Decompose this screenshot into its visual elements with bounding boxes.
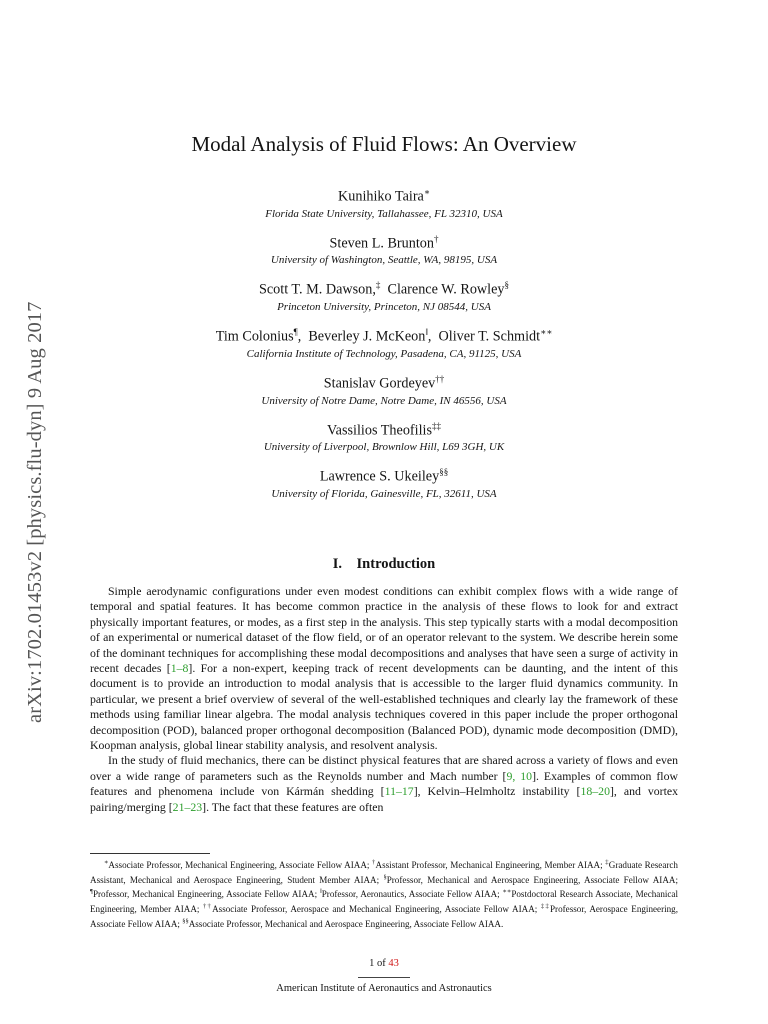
author-names: [90, 416, 678, 441]
author-list: [90, 182, 678, 509]
footnote-mark: ∗: [104, 859, 109, 866]
footnote-entry: Graduate Research Assistant, Mechanical and Aerospace Engineering, Student Member AIAA;: [90, 860, 678, 885]
author-group: [90, 322, 678, 362]
author-name: Scott T. M. Dawson,: [258, 282, 376, 299]
page-number-rule: [358, 977, 410, 978]
author-mark: §§: [439, 467, 449, 478]
page-of-label: of: [377, 958, 386, 969]
author-name: Clarence W. Rowley: [387, 282, 505, 299]
footnotes: [90, 857, 678, 930]
footnote-mark: †: [371, 859, 376, 866]
arxiv-identifier: arXiv:1702.01453v2 [physics.flu-dyn] 9 Aug 2017: [24, 301, 46, 723]
footnote-rule: [90, 853, 210, 854]
footnote-entry: Associate Professor, Aerospace and Mechanical Engineering, Associate Fellow AIAA;: [212, 903, 541, 914]
author-mark: §: [504, 280, 510, 291]
author-names: [90, 369, 678, 394]
citation-link[interactable]: 9, 10: [506, 768, 533, 783]
page-footer: American Institute of Aeronautics and Astronautics: [276, 983, 492, 994]
text-run: Simple aerodynamic configurations under even modest conditions can exhibit complex flows with a wide range of temporal and spatial features. It has become common practice in the analysis of these flows to look for and extract physically important features, or modes, as a first step in the analysis. This step typically starts with a modal decomposition of an experimental or numerical dataset of the flow field, or of an operator relevant to the system. We describe herein some of the dominant techniques for accomplishing these modal decompositions and analyses that have seen a surge of activity in recent decades [: [90, 584, 678, 676]
author-mark: ∗: [423, 187, 430, 197]
author-group: [90, 462, 678, 502]
author-name: Lawrence S. Ukeiley: [319, 469, 440, 486]
author-affiliation: University of Washington, Seattle, WA, 98195, USA: [270, 254, 498, 267]
footnote-entry: Associate Professor, Mechanical Engineering, Associate Fellow AIAA;: [108, 860, 372, 871]
footnote-mark: ‖: [319, 888, 322, 896]
footnote-entry: Postdoctoral Research Associate, Mechanical Engineering, Member AIAA;: [90, 889, 678, 914]
text-run: ], Kelvin–Helmholtz instability [: [413, 784, 581, 799]
text-run: ]. For a non-expert, keeping track of recent developments can be daunting, and the intent of this document is to provide an introduction to modal analysis that is accessible to the larger fluid dynamics community. In particular, we present a brief overview of several of the well-established techniques and clearly lay the framework of these methods using familiar linear algebra. The modal analysis techniques covered in this paper include the proper orthogonal decomposition (POD), balanced proper orthogonal decomposition (Balanced POD), dynamic mode decomposition (DMD), Koopman analysis, global linear stability analysis, and resolvent analysis.: [90, 661, 678, 753]
author-group: [90, 275, 678, 315]
author-affiliation: University of Florida, Gainesville, FL, 32611, USA: [271, 488, 497, 501]
author-names: [90, 462, 678, 487]
footnote-entry: Professor, Aerospace Engineering, Associate Fellow AIAA;: [90, 903, 678, 929]
footnote-entry: Professor, Mechanical Engineering, Associate Fellow AIAA;: [92, 889, 320, 900]
footnote-entry: Professor, Aeronautics, Associate Fellow AIAA;: [321, 889, 503, 900]
author-mark: ‖: [425, 327, 428, 338]
footnote-entry: Assistant Professor, Mechanical Engineering, Member AIAA;: [375, 860, 606, 871]
footnote-mark: §: [383, 873, 387, 881]
author-affiliation: Florida State University, Tallahassee, FL 32310, USA: [265, 207, 503, 220]
paragraph: [90, 584, 678, 753]
text-run: ], and vortex pairing/merging [: [90, 784, 678, 814]
author-group: [90, 182, 678, 222]
author-name: , Beverley J. McKeon: [297, 328, 426, 345]
body-text: [90, 584, 678, 815]
author-affiliation: University of Notre Dame, Notre Dame, IN 46556, USA: [261, 394, 507, 407]
section-heading: [90, 554, 678, 574]
author-group: [90, 229, 678, 269]
text-run: ]. Examples of common flow features and phenomena include von Kármán shedding [: [90, 768, 678, 799]
author-name: Vassilios Theofilis: [327, 422, 432, 439]
author-names: [90, 275, 678, 300]
page-total-link[interactable]: 43: [388, 958, 399, 969]
citation-link[interactable]: 18–20: [580, 784, 610, 799]
section-number: I.: [332, 556, 343, 572]
text-run: ]. The fact that these features are often: [202, 799, 384, 814]
citation-link[interactable]: 1–8: [170, 661, 189, 676]
page-number: [90, 958, 678, 969]
author-names: [90, 322, 678, 347]
paragraph: [90, 753, 678, 815]
author-name: Tim Colonius: [215, 328, 294, 345]
footnote-text: [90, 857, 678, 930]
author-group: [90, 369, 678, 409]
footnote-entry: Associate Professor, Mechanical and Aerospace Engineering, Associate Fellow AIAA.: [188, 918, 504, 929]
footnote-entry: Professor, Mechanical and Aerospace Engineering, Associate Fellow AIAA;: [386, 874, 678, 885]
author-name: Stanislav Gordeyev: [323, 375, 436, 392]
footnote-mark: ††: [203, 902, 213, 910]
author-mark: ‡: [375, 280, 381, 291]
paper-title: Modal Analysis of Fluid Flows: An Overview: [191, 132, 577, 156]
footnote-mark: ‡‡: [540, 902, 550, 910]
author-mark: ∗∗: [540, 327, 553, 338]
text-run: In the study of fluid mechanics, there can be distinct physical features that are shared across a variety of flows and even over a wide range of parameters such as the Reynolds number and Mach number [: [90, 753, 678, 783]
author-affiliation: University of Liverpool, Brownlow Hill, L69 3GH, UK: [263, 441, 505, 454]
section-title: Introduction: [356, 556, 436, 572]
author-names: [90, 182, 678, 207]
author-mark: ‡‡: [431, 420, 441, 431]
author-mark: ††: [435, 373, 445, 384]
footnote-mark: ¶: [90, 888, 93, 896]
author-affiliation: Princeton University, Princeton, NJ 08544, USA: [277, 301, 491, 314]
author-mark: †: [433, 233, 439, 244]
author-mark: ¶: [293, 327, 298, 338]
footnote-mark: §§: [182, 917, 189, 925]
footnote-mark: ∗∗: [502, 888, 512, 896]
footnote-mark: ‡: [605, 859, 609, 866]
author-affiliation: California Institute of Technology, Pasadena, CA, 91125, USA: [246, 347, 522, 360]
citation-link[interactable]: 21–23: [172, 799, 203, 814]
citation-link[interactable]: 11–17: [384, 784, 414, 799]
author-name: Steven L. Brunton: [329, 235, 434, 252]
author-group: [90, 416, 678, 456]
author-name: Kunihiko Taira: [338, 188, 424, 205]
page-current: 1: [369, 958, 375, 969]
author-names: [90, 229, 678, 254]
author-name: , Oliver T. Schmidt: [427, 328, 541, 345]
